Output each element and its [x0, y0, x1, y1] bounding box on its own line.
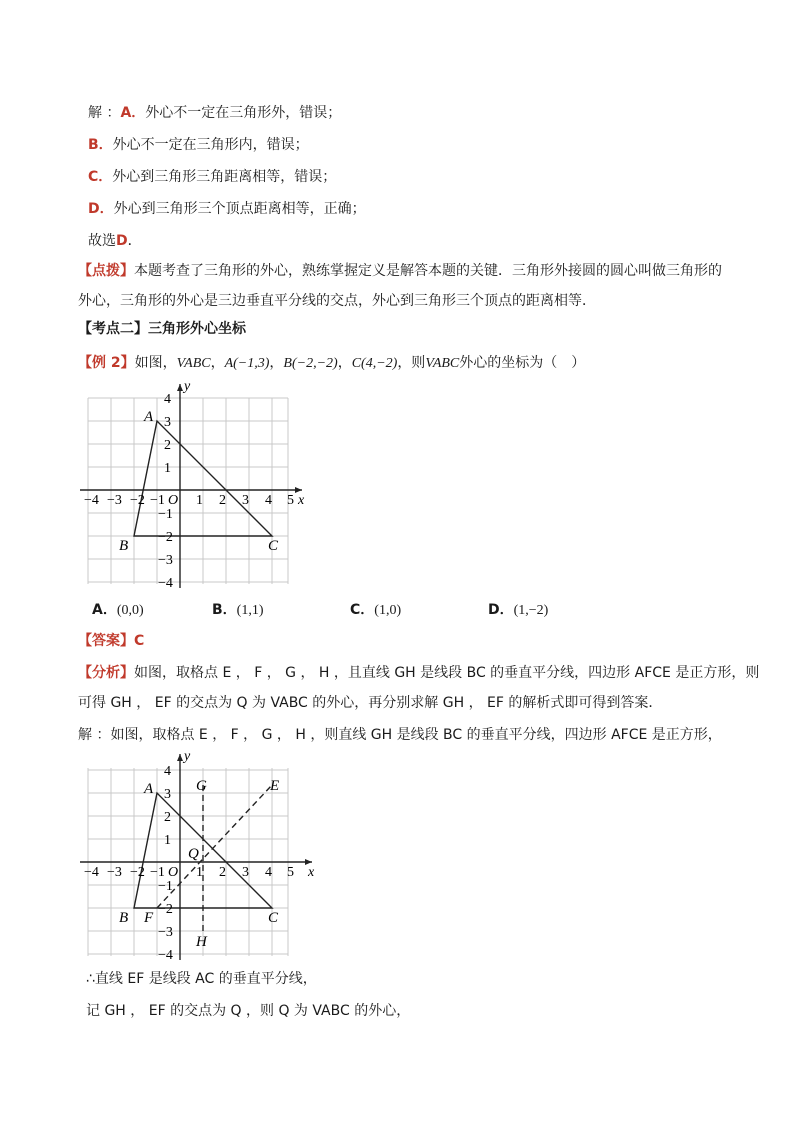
choose-line — [88, 232, 142, 250]
analysis-tag: 【分析】 — [78, 665, 134, 681]
x-tick-label: 1 — [196, 493, 203, 508]
option-b-value: (1,1) — [236, 603, 264, 618]
conclusion-line-1: ∴直线 EF 是线段 AC 的垂直平分线， — [86, 971, 317, 987]
example-sep: ，则 — [397, 355, 426, 371]
option-a-letter: A． — [120, 105, 146, 121]
x-tick-label: 3 — [242, 865, 249, 880]
option-b — [212, 601, 264, 620]
dianbo-line-1 — [78, 262, 722, 280]
option-c-label: C． — [350, 602, 375, 618]
x-tick-label: −1 — [150, 493, 165, 508]
solution-b-line — [88, 136, 309, 154]
option-c-text: 外心到三角形三角距离相等，错误； — [112, 169, 337, 185]
x-tick-label: −2 — [130, 865, 145, 880]
answer-tag: 【答案】 — [78, 633, 134, 649]
option-d-text: 外心到三角形三个顶点距离相等，正确； — [113, 201, 366, 217]
section-title: 【考点二】三角形外心坐标 — [78, 321, 246, 337]
x-tick-label: −3 — [107, 493, 122, 508]
example-line — [78, 354, 585, 373]
y-tick-label: −2 — [158, 902, 173, 917]
y-axis-label: y — [184, 749, 191, 764]
option-d-label: D． — [488, 602, 514, 618]
example-tag: 【例 2】 — [78, 355, 135, 371]
solution-prefix: 解 ： — [88, 105, 121, 121]
y-tick-label: 4 — [164, 392, 171, 407]
label-h: H — [196, 934, 207, 950]
label-a: A — [144, 409, 154, 425]
x-tick-label: 4 — [265, 865, 272, 880]
x-tick-label: −4 — [84, 493, 99, 508]
y-axis-label: y — [184, 379, 191, 394]
solution2-line: 解 ：如图，取格点 E ， F ， G ， H ，则直线 GH 是线段 BC 的垂直平分线，四边形 AFCE 是正方形， — [78, 727, 722, 743]
choose-letter: D — [116, 233, 128, 249]
y-tick-label: 4 — [164, 764, 171, 779]
analysis-line-1 — [78, 664, 759, 682]
solution-d-line — [88, 200, 366, 218]
conclusion-line-2: 记 GH ， EF 的交点为 Q ，则 Q 为 VABC 的外心， — [86, 1003, 411, 1019]
x-tick-label: 4 — [265, 493, 272, 508]
label-c: C — [268, 910, 279, 926]
x-tick-label: O — [168, 865, 179, 880]
y-tick-label: −3 — [158, 553, 173, 568]
answer-line — [78, 632, 144, 650]
point-b-coord: B(−2,−2) — [283, 356, 338, 371]
y-tick-label: 3 — [164, 787, 171, 802]
y-tick-label: −1 — [158, 507, 173, 522]
label-e: E — [270, 778, 280, 794]
option-b-text: 外心不一定在三角形内，错误； — [112, 137, 309, 153]
y-tick-label: −4 — [158, 948, 173, 962]
x-tick-label: −3 — [107, 865, 122, 880]
option-c-letter: C． — [88, 169, 113, 185]
example-intro: 如图， — [134, 355, 177, 371]
label-q: Q — [188, 846, 199, 862]
option-a-label: A． — [92, 602, 117, 618]
analysis-line-2: 可得 GH ， EF 的交点为 Q 为 VABC 的外心，再分别求解 GH ， EF 的解析式即可得到答案． — [78, 695, 663, 711]
y-tick-label: 2 — [164, 438, 171, 453]
solution-a-line — [88, 104, 341, 122]
x-tick-label: −1 — [150, 865, 165, 880]
y-tick-label: 2 — [164, 810, 171, 825]
option-a — [92, 601, 144, 620]
example-sep: ， — [337, 355, 352, 371]
option-a-text: 外心不一定在三角形外，错误； — [145, 105, 342, 121]
x-tick-label: 3 — [242, 493, 249, 508]
x-tick-label: 5 — [287, 493, 294, 508]
example-sep: ， — [269, 355, 284, 371]
option-d-letter: D． — [88, 201, 114, 217]
point-c-coord: C(4,−2) — [351, 356, 398, 371]
example-question: 外心的坐标为（ ） — [459, 355, 586, 371]
label-c: C — [268, 538, 279, 554]
choose-end: ． — [127, 233, 142, 249]
option-a-value: (0,0) — [116, 603, 144, 618]
example-sep: ， — [210, 355, 225, 371]
x-tick-label: −4 — [84, 865, 99, 880]
x-tick-label: 5 — [287, 865, 294, 880]
dianbo-line-2: 外心，三角形的外心是三边垂直平分线的交点，外心到三角形三个顶点的距离相等． — [78, 293, 596, 309]
choose-text: 故选 — [88, 233, 116, 249]
graph-1 — [76, 378, 316, 590]
option-c — [350, 601, 401, 620]
label-g: G — [196, 778, 207, 794]
solution-c-line — [88, 168, 336, 186]
label-f: F — [144, 910, 154, 926]
option-c-value: (1,0) — [374, 603, 402, 618]
label-b: B — [119, 538, 129, 554]
x-axis-label: x — [308, 865, 315, 880]
analysis-text-1: 如图，取格点 E ， F ， G ， H ，且直线 GH 是线段 BC 的垂直平分线，四边形 AFCE 是正方形，则 — [134, 665, 760, 681]
x-tick-label: 2 — [219, 865, 226, 880]
y-tick-label: −2 — [158, 530, 173, 545]
label-b: B — [119, 910, 129, 926]
option-d-value: (1,−2) — [513, 603, 549, 618]
y-tick-label: 1 — [164, 833, 171, 848]
dianbo-text-1: 本题考查了三角形的外心，熟练掌握定义是解答本题的关键．三角形外接圆的圆心叫做三角形的 — [134, 263, 722, 279]
option-b-label: B． — [212, 602, 237, 618]
y-tick-label: 1 — [164, 461, 171, 476]
dianbo-tag: 【点拨】 — [78, 263, 134, 279]
line-fe — [157, 785, 272, 908]
point-a-coord: A(−1,3) — [224, 356, 270, 371]
y-tick-label: −4 — [158, 576, 173, 590]
y-tick-label: −3 — [158, 925, 173, 940]
y-tick-label: 3 — [164, 415, 171, 430]
x-tick-label: −2 — [130, 493, 145, 508]
option-d — [488, 601, 548, 620]
x-axis-label: x — [298, 493, 305, 508]
y-tick-label: −1 — [158, 879, 173, 894]
example-triangle: VABC — [176, 356, 211, 371]
x-tick-label: O — [168, 493, 179, 508]
x-tick-label: 2 — [219, 493, 226, 508]
x-tick-label: 1 — [196, 865, 203, 880]
option-b-letter: B． — [88, 137, 113, 153]
label-a: A — [144, 781, 154, 797]
graph-2 — [76, 748, 326, 962]
answer-value: C — [134, 633, 145, 649]
example-triangle-2: VABC — [425, 356, 460, 371]
